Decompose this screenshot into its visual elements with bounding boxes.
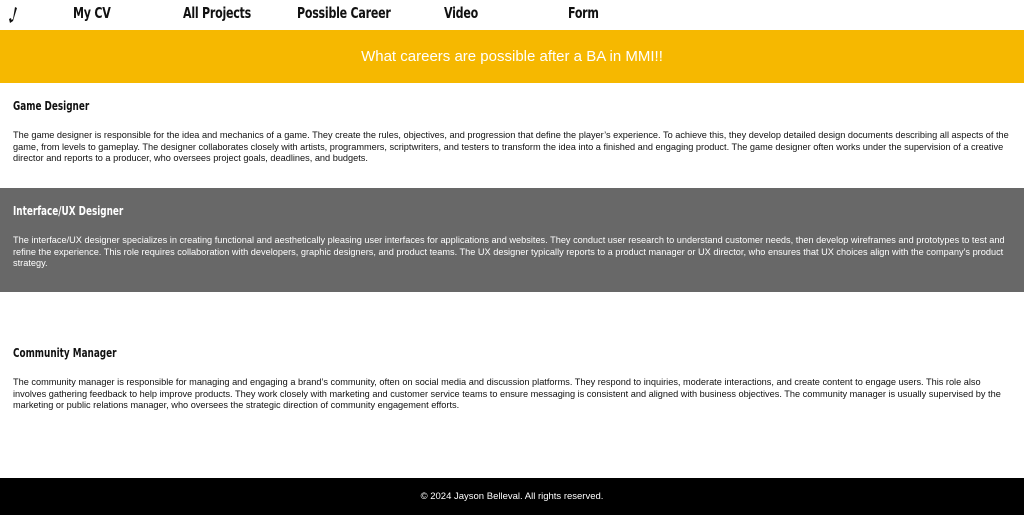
section-title: Community Manager (13, 346, 117, 360)
section-title: Interface/UX Designer (13, 204, 124, 218)
career-section-community-manager (0, 292, 1024, 478)
top-navigation (0, 0, 1024, 30)
career-section-ux-designer (0, 188, 1024, 292)
career-section-game-designer (0, 83, 1024, 188)
banner-heading: What careers are possible after a BA in MMI!! (361, 48, 663, 65)
section-text: The interface/UX designer specializes in creating functional and aesthetically pleasing user interfaces for applications and websites. They conduct user research to understand customer needs, then develop wireframes and prototypes to test and refine the experience. This role requires collaboration with developers, graphic designers, and product teams. The UX designer typically reports to a product manager or UX director, who ensures that UX choices align with the company’s product strategy. (13, 235, 1005, 268)
nav-link-video[interactable]: Video (444, 4, 478, 22)
nav-link-all-projects[interactable]: All Projects (183, 4, 251, 22)
logo-icon[interactable] (8, 6, 18, 24)
section-text: The game designer is responsible for the idea and mechanics of a game. They create the rules, objectives, and progression that define the player’s experience. To achieve this, they develop detailed design documents describing all aspects of the game, from levels to gameplay. The designer collaborates closely with artists, programmers, scriptwriters, and testers to transform the idea into a finished and engaging product. The game designer often works under the supervision of a creative director and reports to a producer, who oversees project goals, deadlines, and budgets. (13, 130, 1009, 163)
hero-banner (0, 30, 1024, 83)
section-text: The community manager is responsible for managing and engaging a brand’s community, often on social media and discussion platforms. They respond to inquiries, moderate interactions, and create content to engage users. This role also involves gathering feedback to help improve products. They work closely with marketing and customer service teams to ensure messaging is consistent and aligned with business objectives. The community manager is usually supervised by the marketing or public relations manager, who oversees the strategic direction of community engagement efforts. (13, 377, 1001, 410)
nav-link-form[interactable]: Form (568, 4, 599, 22)
page-footer (0, 478, 1024, 515)
copyright-text: © 2024 Jayson Belleval. All rights reserved. (420, 491, 604, 502)
nav-link-possible-career[interactable]: Possible Career (297, 4, 391, 22)
nav-link-my-cv[interactable]: My CV (73, 4, 111, 22)
section-title: Game Designer (13, 99, 90, 113)
